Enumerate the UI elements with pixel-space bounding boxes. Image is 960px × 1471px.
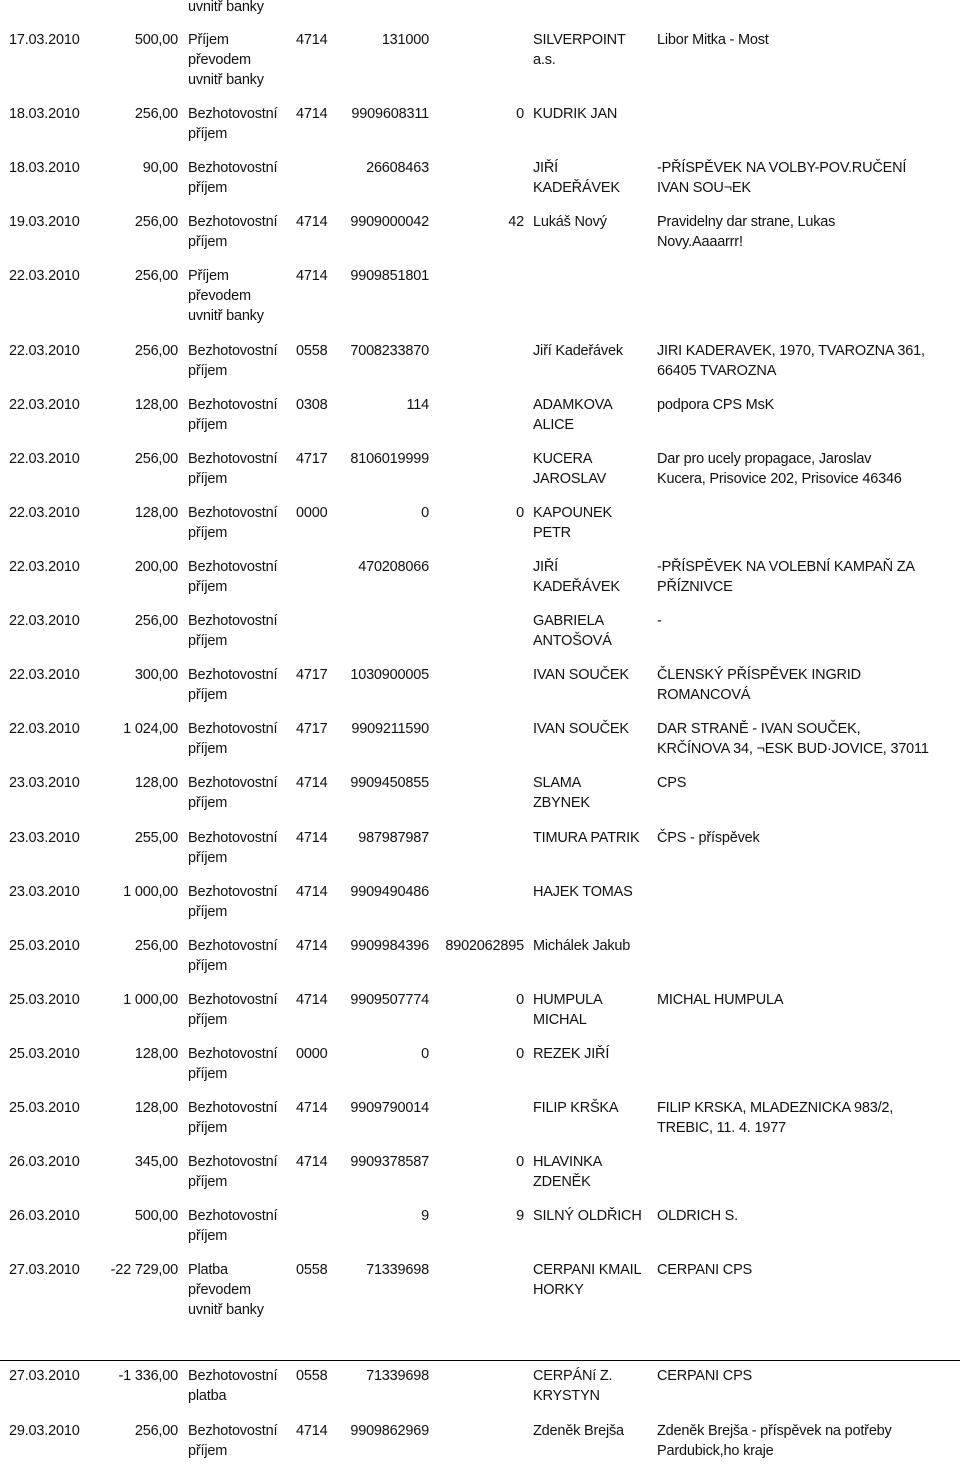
account-number: 987987987 [358, 830, 429, 846]
transaction-date: 22.03.2010 [9, 343, 80, 359]
account-number: 9909450855 [350, 775, 429, 791]
transaction-type: Bezhotovostní příjem [188, 214, 278, 250]
bank-code: 0308 [296, 397, 328, 413]
variable-symbol: 0 [516, 1154, 524, 1170]
account-number: 9909790014 [350, 1100, 429, 1116]
transaction-note: Libor Mitka - Most [657, 32, 769, 48]
bank-code: 4717 [296, 721, 328, 737]
transaction-type: Bezhotovostní příjem [188, 505, 278, 541]
transaction-amount: -1 336,00 [118, 1368, 178, 1384]
counterparty-name: Zdeněk Brejša [533, 1423, 624, 1439]
transaction-date: 22.03.2010 [9, 721, 80, 737]
transaction-type: Bezhotovostní příjem [188, 721, 278, 757]
transaction-type: Bezhotovostní příjem [188, 938, 278, 974]
transaction-date: 22.03.2010 [9, 667, 80, 683]
account-number: 9909490486 [350, 884, 429, 900]
counterparty-name: IVAN SOUČEK [533, 721, 629, 737]
account-number: 7008233870 [350, 343, 429, 359]
transaction-note: JIRI KADERAVEK, 1970, TVAROZNA 361, 66405 TVAROZNA [657, 343, 925, 379]
transaction-date: 27.03.2010 [9, 1262, 80, 1278]
top-fragment-text: uvnitř banky [188, 0, 264, 15]
transaction-note: ČPS - příspěvek [657, 830, 760, 846]
transaction-type: Bezhotovostní příjem [188, 1046, 278, 1082]
transaction-amount: 256,00 [134, 214, 178, 230]
transaction-type: Bezhotovostní příjem [188, 992, 278, 1028]
transaction-amount: 256,00 [134, 451, 178, 467]
counterparty-name: SILVERPOINT a.s. [533, 32, 626, 68]
account-number: 9909984396 [350, 938, 429, 954]
transaction-note: -PŘÍSPĚVEK NA VOLEBNÍ KAMPAŇ ZA PŘÍZNIVCE [657, 559, 915, 595]
account-number: 1030900005 [350, 667, 429, 683]
counterparty-name: GABRIELA ANTOŠOVÁ [533, 613, 612, 649]
account-number: 9909608311 [351, 106, 429, 122]
bank-code: 4714 [296, 884, 328, 900]
transaction-date: 18.03.2010 [9, 106, 80, 122]
transaction-type: Bezhotovostní příjem [188, 1208, 278, 1244]
variable-symbol: 0 [516, 1046, 524, 1062]
account-number: 9909211590 [351, 721, 429, 737]
transaction-date: 26.03.2010 [9, 1208, 80, 1224]
transaction-type: Bezhotovostní příjem [188, 397, 278, 433]
transaction-note: Dar pro ucely propagace, Jaroslav Kucera, Prisovice 202, Prisovice 46346 [657, 451, 902, 487]
transaction-type: Bezhotovostní příjem [188, 1154, 278, 1190]
transaction-amount: -22 729,00 [110, 1262, 178, 1278]
transaction-amount: 256,00 [134, 268, 178, 284]
transaction-date: 17.03.2010 [9, 32, 80, 48]
transaction-note: CERPANI CPS [657, 1368, 753, 1384]
counterparty-name: CERPÁNí Z. KRYSTYN [533, 1368, 613, 1404]
transaction-note: DAR STRANĚ - IVAN SOUČEK, KRČÍNOVA 34, ¬ESK BUD·JOVICE, 37011 [657, 721, 929, 757]
variable-symbol: 9 [516, 1208, 524, 1224]
bank-code: 4714 [296, 1154, 328, 1170]
bank-code: 4714 [296, 830, 328, 846]
transaction-amount: 128,00 [134, 775, 178, 791]
transaction-note: FILIP KRSKA, MLADEZNICKA 983/2, TREBIC, 11. 4. 1977 [657, 1100, 894, 1136]
counterparty-name: JIŘÍ KADEŘÁVEK [533, 160, 620, 196]
counterparty-name: KAPOUNEK PETR [533, 505, 612, 541]
transaction-date: 27.03.2010 [9, 1368, 80, 1384]
counterparty-name: HUMPULA MICHAL [533, 992, 603, 1028]
bank-code: 4717 [296, 451, 328, 467]
transaction-note: ČLENSKÝ PŘÍSPĚVEK INGRID ROMANCOVÁ [657, 667, 861, 703]
variable-symbol: 0 [516, 106, 524, 122]
transaction-amount: 256,00 [134, 938, 178, 954]
transaction-type: Bezhotovostní příjem [188, 160, 278, 196]
account-number: 9909862969 [350, 1423, 429, 1439]
transaction-date: 22.03.2010 [9, 397, 80, 413]
transaction-type: Bezhotovostní příjem [188, 451, 278, 487]
bank-code: 4717 [296, 667, 328, 683]
transaction-type: Bezhotovostní příjem [188, 559, 278, 595]
account-number: 9909000042 [350, 214, 429, 230]
transaction-date: 25.03.2010 [9, 1100, 80, 1116]
transaction-amount: 200,00 [134, 559, 178, 575]
counterparty-name: IVAN SOUČEK [533, 667, 629, 683]
transaction-date: 23.03.2010 [9, 884, 80, 900]
account-number: 9909378587 [350, 1154, 429, 1170]
transaction-amount: 300,00 [134, 667, 178, 683]
transaction-note: Pravidelny dar strane, Lukas Novy.Aaaarrr! [657, 214, 836, 250]
transaction-date: 26.03.2010 [9, 1154, 80, 1170]
transaction-amount: 1 024,00 [123, 721, 178, 737]
transaction-amount: 90,00 [142, 160, 178, 176]
transaction-type: Bezhotovostní příjem [188, 830, 278, 866]
transaction-amount: 256,00 [134, 343, 178, 359]
transaction-date: 25.03.2010 [9, 992, 80, 1008]
bank-code: 4714 [296, 214, 328, 230]
account-number: 71339698 [366, 1262, 429, 1278]
transaction-type: Bezhotovostní příjem [188, 667, 278, 703]
bank-code: 0558 [296, 1262, 328, 1278]
page-divider [0, 1360, 960, 1361]
transaction-date: 18.03.2010 [9, 160, 80, 176]
transaction-amount: 128,00 [134, 505, 178, 521]
counterparty-name: Jiří Kadeřávek [533, 343, 623, 359]
transaction-note: - [657, 613, 662, 629]
transaction-amount: 500,00 [134, 1208, 178, 1224]
transaction-date: 29.03.2010 [9, 1423, 80, 1439]
account-number: 9909851801 [350, 268, 429, 284]
counterparty-name: Michálek Jakub [533, 938, 631, 954]
transaction-note: CPS [657, 775, 687, 791]
account-number: 26608463 [366, 160, 429, 176]
bank-code: 4714 [296, 106, 328, 122]
transaction-note: OLDRICH S. [657, 1208, 738, 1224]
transaction-amount: 1 000,00 [123, 884, 178, 900]
variable-symbol: 42 [508, 214, 524, 230]
account-number: 71339698 [366, 1368, 429, 1384]
transaction-amount: 256,00 [134, 1423, 178, 1439]
transaction-type: Bezhotovostní příjem [188, 1100, 278, 1136]
transaction-amount: 256,00 [134, 613, 178, 629]
account-number: 0 [421, 1046, 429, 1062]
transaction-amount: 128,00 [134, 397, 178, 413]
counterparty-name: CERPANI KMAIL HORKY [533, 1262, 642, 1298]
bank-code: 0558 [296, 1368, 328, 1384]
transaction-date: 22.03.2010 [9, 613, 80, 629]
counterparty-name: KUCERA JAROSLAV [533, 451, 607, 487]
transaction-type: Bezhotovostní příjem [188, 884, 278, 920]
account-number: 9909507774 [350, 992, 429, 1008]
variable-symbol: 0 [516, 992, 524, 1008]
bank-code: 4714 [296, 1423, 328, 1439]
counterparty-name: ADAMKOVA ALICE [533, 397, 613, 433]
counterparty-name: HLAVINKA ZDENĚK [533, 1154, 603, 1190]
bank-code: 0000 [296, 1046, 328, 1062]
transaction-date: 25.03.2010 [9, 1046, 80, 1062]
transaction-note: -PŘÍSPĚVEK NA VOLBY-POV.RUČENÍ IVAN SOU¬EK [657, 160, 907, 196]
transaction-amount: 128,00 [134, 1046, 178, 1062]
transaction-type: Bezhotovostní příjem [188, 775, 278, 811]
bank-code: 4714 [296, 775, 328, 791]
transaction-type: Bezhotovostní příjem [188, 106, 278, 142]
transaction-date: 25.03.2010 [9, 938, 80, 954]
transaction-date: 19.03.2010 [9, 214, 80, 230]
transaction-type: Příjem převodem uvnitř banky [188, 268, 264, 324]
counterparty-name: Lukáš Nový [533, 214, 607, 230]
transaction-type: Bezhotovostní příjem [188, 613, 278, 649]
account-number: 131000 [381, 32, 429, 48]
transaction-note: podpora CPS MsK [657, 397, 775, 413]
transaction-amount: 1 000,00 [123, 992, 178, 1008]
transaction-date: 23.03.2010 [9, 830, 80, 846]
bank-code: 4714 [296, 938, 328, 954]
counterparty-name: TIMURA PATRIK [533, 830, 640, 846]
account-number: 470208066 [358, 559, 429, 575]
variable-symbol: 8902062895 [445, 938, 524, 954]
transaction-note: MICHAL HUMPULA [657, 992, 784, 1008]
counterparty-name: FILIP KRŠKA [533, 1100, 619, 1116]
counterparty-name: REZEK JIŘÍ [533, 1046, 610, 1062]
transaction-date: 22.03.2010 [9, 505, 80, 521]
transaction-note: CERPANI CPS [657, 1262, 753, 1278]
transaction-amount: 500,00 [134, 32, 178, 48]
counterparty-name: SLAMA ZBYNEK [533, 775, 590, 811]
transaction-type: Platba převodem uvnitř banky [188, 1262, 264, 1318]
transaction-date: 23.03.2010 [9, 775, 80, 791]
transaction-date: 22.03.2010 [9, 559, 80, 575]
transaction-amount: 345,00 [134, 1154, 178, 1170]
counterparty-name: HAJEK TOMAS [533, 884, 633, 900]
bank-code: 4714 [296, 268, 328, 284]
transaction-type: Příjem převodem uvnitř banky [188, 32, 264, 88]
transaction-type: Bezhotovostní platba [188, 1368, 278, 1404]
transaction-amount: 255,00 [134, 830, 178, 846]
bank-code: 4714 [296, 32, 328, 48]
transaction-type: Bezhotovostní příjem [188, 343, 278, 379]
transaction-note: Zdeněk Brejša - příspěvek na potřeby Pardubick,ho kraje [657, 1423, 892, 1459]
counterparty-name: KUDRIK JAN [533, 106, 618, 122]
transaction-amount: 128,00 [134, 1100, 178, 1116]
transaction-amount: 256,00 [134, 106, 178, 122]
variable-symbol: 0 [516, 505, 524, 521]
bank-code: 0000 [296, 505, 328, 521]
bank-code: 0558 [296, 343, 328, 359]
account-number: 8106019999 [350, 451, 429, 467]
account-number: 114 [406, 397, 429, 413]
counterparty-name: JIŘÍ KADEŘÁVEK [533, 559, 620, 595]
counterparty-name: SILNÝ OLDŘICH [533, 1208, 642, 1224]
account-number: 0 [421, 505, 429, 521]
bank-code: 4714 [296, 992, 328, 1008]
transaction-type: Bezhotovostní příjem [188, 1423, 278, 1459]
bank-code: 4714 [296, 1100, 328, 1116]
account-number: 9 [421, 1208, 429, 1224]
transaction-date: 22.03.2010 [9, 451, 80, 467]
transaction-date: 22.03.2010 [9, 268, 80, 284]
